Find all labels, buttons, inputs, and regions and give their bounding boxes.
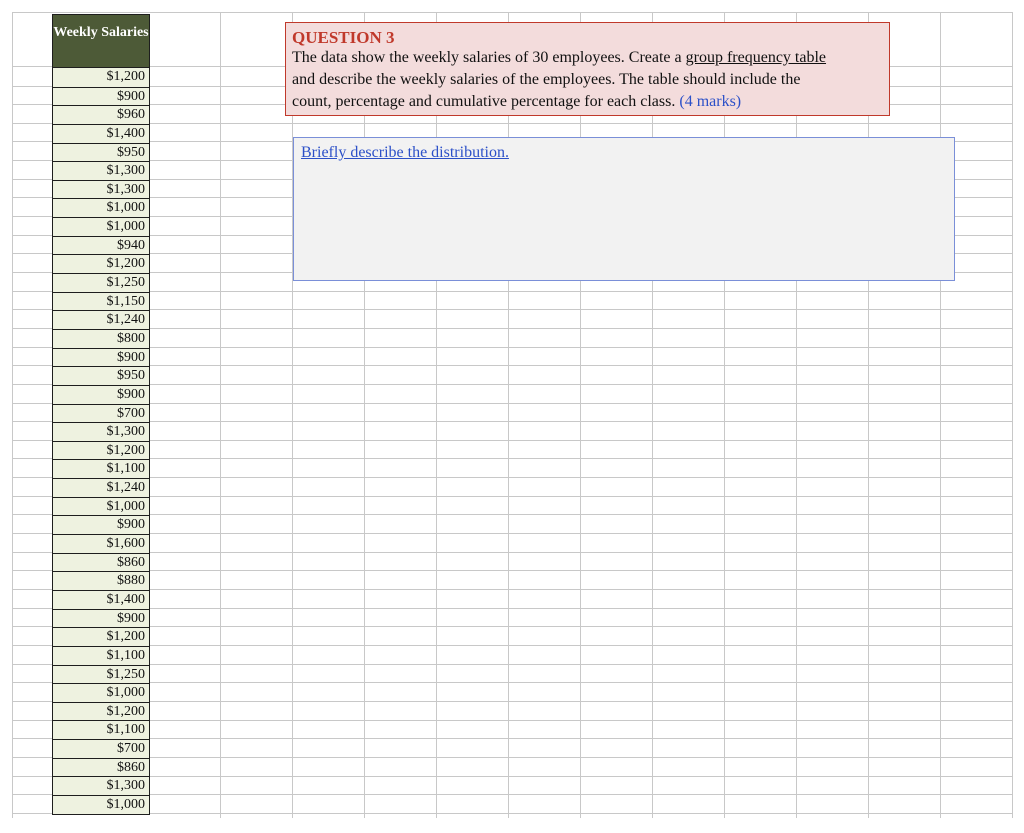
grid-row-line <box>12 794 1012 795</box>
salary-cell[interactable]: $1,300 <box>53 161 149 180</box>
grid-row-line <box>12 813 1012 814</box>
salary-cell[interactable]: $1,100 <box>53 459 149 478</box>
salary-cell[interactable]: $1,250 <box>53 665 149 684</box>
salary-cell[interactable]: $1,200 <box>53 441 149 460</box>
salary-cell[interactable]: $700 <box>53 404 149 423</box>
salary-cell[interactable]: $1,000 <box>53 795 149 814</box>
question-line-1 <box>292 47 889 69</box>
question-box[interactable] <box>285 22 890 116</box>
salary-cell[interactable]: $860 <box>53 758 149 777</box>
salary-cell[interactable]: $1,000 <box>53 683 149 702</box>
salary-cell[interactable]: $1,240 <box>53 310 149 329</box>
grid-column-line <box>12 12 13 818</box>
grid-column-line <box>652 12 653 818</box>
grid-row-line <box>12 291 1012 292</box>
grid-row-line <box>12 720 1012 721</box>
salary-cell[interactable]: $1,000 <box>53 217 149 236</box>
salary-cell[interactable]: $900 <box>53 348 149 367</box>
salary-cell[interactable]: $1,100 <box>53 720 149 739</box>
salary-cell[interactable]: $900 <box>53 87 149 106</box>
salary-cell[interactable]: $1,300 <box>53 776 149 795</box>
salary-cell[interactable]: $800 <box>53 329 149 348</box>
grid-row-line <box>12 328 1012 329</box>
salary-cell[interactable]: $1,150 <box>53 292 149 311</box>
salary-cell[interactable]: $1,240 <box>53 478 149 497</box>
salary-cell[interactable]: $1,100 <box>53 646 149 665</box>
grid-row-line <box>12 757 1012 758</box>
salary-cell[interactable]: $1,200 <box>53 254 149 273</box>
salary-cell[interactable]: $700 <box>53 739 149 758</box>
grid-row-line <box>12 589 1012 590</box>
grid-column-line <box>724 12 725 818</box>
grid-row-line <box>12 496 1012 497</box>
question-line-3 <box>292 91 889 113</box>
salary-cell[interactable]: $1,250 <box>53 273 149 292</box>
grid-row-line <box>12 738 1012 739</box>
grid-row-line <box>12 664 1012 665</box>
weekly-salaries-header[interactable]: Weekly Salaries <box>53 15 149 68</box>
grid-row-line <box>12 384 1012 385</box>
salary-cell[interactable]: $940 <box>53 236 149 255</box>
salary-cell[interactable]: $900 <box>53 385 149 404</box>
salary-cell[interactable]: $1,000 <box>53 497 149 516</box>
grid-row-line <box>12 514 1012 515</box>
grid-row-line <box>12 570 1012 571</box>
salary-cell[interactable]: $1,600 <box>53 534 149 553</box>
question-line-1-text: The data show the weekly salaries of 30 employees. Create a <box>292 49 686 66</box>
grid-row-line <box>12 682 1012 683</box>
salary-cell[interactable]: $1,400 <box>53 124 149 143</box>
salary-cell[interactable]: $1,400 <box>53 590 149 609</box>
describe-answer-box[interactable] <box>293 137 955 281</box>
grid-row-line <box>12 12 1012 13</box>
grid-row-line <box>12 309 1012 310</box>
grid-row-line <box>12 347 1012 348</box>
salary-cells <box>53 68 149 814</box>
grid-row-line <box>12 608 1012 609</box>
salary-cell[interactable]: $1,300 <box>53 180 149 199</box>
salary-cell[interactable]: $950 <box>53 366 149 385</box>
salary-cell[interactable]: $900 <box>53 609 149 628</box>
salary-cell[interactable]: $1,200 <box>106 69 145 84</box>
grid-row-line <box>12 776 1012 777</box>
salary-cell[interactable]: $1,200 <box>53 627 149 646</box>
grid-row-line <box>12 123 1012 124</box>
grid-row-line <box>12 365 1012 366</box>
grid-column-line <box>436 12 437 818</box>
question-line-2: and describe the weekly salaries of the employees. The table should include the <box>292 71 801 88</box>
salary-cell[interactable]: $1,300 <box>53 422 149 441</box>
question-line-3-text: count, percentage and cumulative percentage for each class. <box>292 93 676 110</box>
marks-label: (4 marks) <box>679 93 742 110</box>
salary-cell[interactable]: $860 <box>53 553 149 572</box>
grid-row-line <box>12 626 1012 627</box>
grid-row-line <box>12 701 1012 702</box>
grid-row-line <box>12 403 1012 404</box>
grid-row-line <box>12 533 1012 534</box>
salary-cell[interactable]: $900 <box>53 515 149 534</box>
grid-column-line <box>508 12 509 818</box>
grid-row-line <box>12 645 1012 646</box>
question-title: QUESTION 3 <box>292 28 395 47</box>
grid-row-line <box>12 552 1012 553</box>
grid-column-line <box>868 12 869 818</box>
describe-prompt: Briefly describe the distribution. <box>301 144 509 161</box>
salary-cell[interactable]: $1,200 <box>53 702 149 721</box>
grid-column-line <box>940 12 941 818</box>
grid-row-line <box>12 440 1012 441</box>
grid-column-line <box>220 12 221 818</box>
salary-cell[interactable]: $950 <box>53 143 149 162</box>
grid-column-line <box>580 12 581 818</box>
grid-column-line <box>1012 12 1013 818</box>
grid-column-line <box>364 12 365 818</box>
weekly-salaries-column <box>52 14 150 815</box>
salary-cell[interactable]: $960 <box>53 105 149 124</box>
grid-row-line <box>12 421 1012 422</box>
grid-column-line <box>796 12 797 818</box>
salary-cell[interactable]: $880 <box>53 571 149 590</box>
salary-cell[interactable]: $1,000 <box>53 198 149 217</box>
grid-row-line <box>12 458 1012 459</box>
grid-row-line <box>12 477 1012 478</box>
group-frequency-table-link: group frequency table <box>685 49 827 66</box>
grid-column-line <box>292 12 293 818</box>
